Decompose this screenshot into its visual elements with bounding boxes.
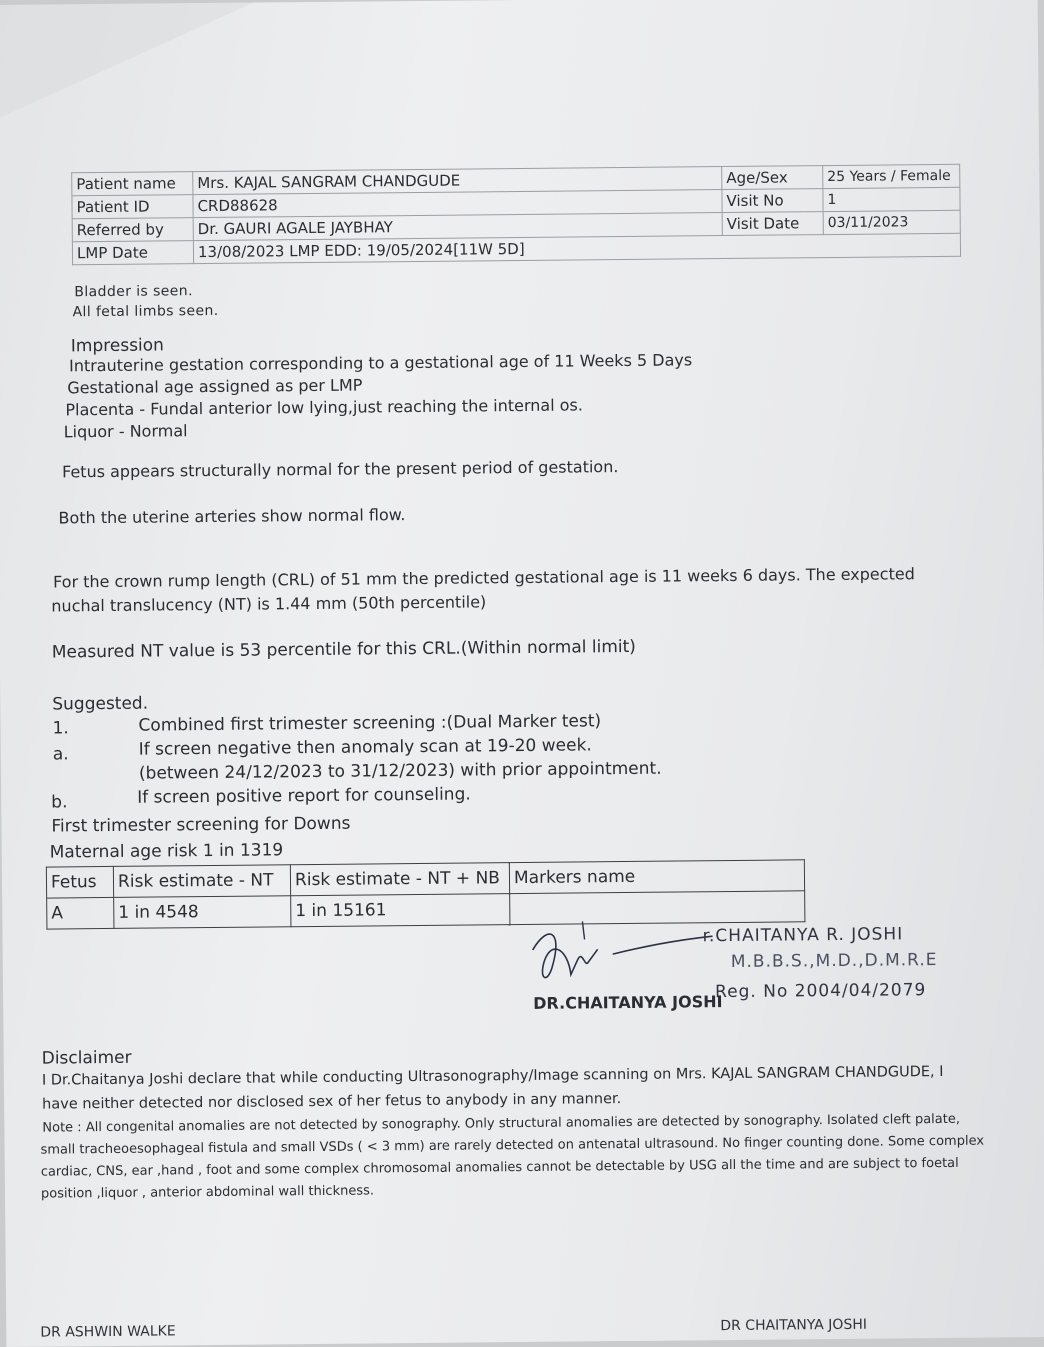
crl-line-1: For the crown rump length (CRL) of 51 mm the predicted gestational age is 11 weeks 6 days. The expected <box>53 564 915 592</box>
suggested-num-1: 1. <box>52 718 69 739</box>
visit-no: 1 <box>823 187 960 211</box>
referred-by-label: Referred by <box>72 218 193 242</box>
structural-statement: Fetus appears structurally normal for the present period of gestation. <box>61 457 619 482</box>
visit-date-label: Visit Date <box>722 212 823 236</box>
screening-title: First trimester screening for Downs <box>51 813 351 837</box>
age-sex-label: Age/Sex <box>722 166 823 190</box>
paper-fold <box>0 3 255 120</box>
maternal-age-risk: Maternal age risk 1 in 1319 <box>49 840 284 863</box>
visit-date: 03/11/2023 <box>823 210 960 234</box>
risk-cell-nt: 1 in 4548 <box>114 896 291 929</box>
lmp-date: 13/08/2023 LMP EDD: 19/05/2024[11W 5D] <box>193 233 960 263</box>
suggested-num-b: b. <box>51 792 68 813</box>
footer-left-doctor: DR ASHWIN WALKE <box>40 1323 176 1341</box>
stamp-degree: M.B.B.S.,M.D.,D.M.R.E <box>730 950 938 973</box>
risk-cell-nt-nb: 1 in 15161 <box>291 894 510 927</box>
impression-line-4: Liquor - Normal <box>63 421 188 442</box>
risk-header-nt: Risk estimate - NT <box>113 865 290 898</box>
risk-header-fetus: Fetus <box>46 866 113 898</box>
footer-right-doctor: DR CHAITANYA JOSHI <box>720 1316 868 1335</box>
risk-header-nt-nb: Risk estimate - NT + NB <box>290 863 509 896</box>
note-line-3: cardiac, CNS, ear ,hand , foot and some complex chromosomal anomalies cannot be detectable by USG all the time and are subject to foetal <box>40 1155 959 1180</box>
patient-name: Mrs. KAJAL SANGRAM CHANDGUDE <box>193 167 722 195</box>
signer-name: DR.CHAITANYA JOSHI <box>533 992 723 1013</box>
suggested-item-a-2: (between 24/12/2023 to 31/12/2023) with prior appointment. <box>138 758 662 784</box>
impression-line-1: Intrauterine gestation corresponding to a gestational age of 11 Weeks 5 Days <box>68 350 693 376</box>
age-sex: 25 Years / Female <box>823 164 960 188</box>
patient-id-label: Patient ID <box>72 195 193 219</box>
suggested-item-b: If screen positive report for counseling. <box>137 784 471 808</box>
disclaimer-line-2: have neither detected nor disclosed sex of her fetus to anybody in any manner. <box>42 1091 622 1113</box>
note-line-1: Note : All congenital anomalies are not detected by sonography. Only structural anomalies are detected by sonography. Isolated cleft palate, <box>42 1111 961 1136</box>
lmp-date-label: LMP Date <box>72 241 193 265</box>
crl-line-2: nuchal translucency (NT) is 1.44 mm (50th percentile) <box>51 592 487 616</box>
handwritten-signature-icon <box>522 918 723 1000</box>
note-line-4: position ,liquor , anterior abdominal wall thickness. <box>40 1183 375 1202</box>
suggested-num-a: a. <box>52 744 69 765</box>
note-line-2: small tracheoesophageal fistula and small VSDs ( < 3 mm) are rarely detected on antenatal ultrasound. No finger counting done. Some complex <box>40 1133 985 1158</box>
impression-heading: Impression <box>70 335 165 357</box>
risk-header-markers: Markers name <box>509 860 804 894</box>
disclaimer-heading: Disclaimer <box>41 1047 132 1069</box>
limbs-finding: All fetal limbs seen. <box>72 302 219 321</box>
suggested-item-a-1: If screen negative then anomaly scan at 19-20 week. <box>138 735 592 760</box>
stamp-name: r.CHAITANYA R. JOSHI <box>702 924 904 947</box>
patient-info-table <box>71 164 961 266</box>
patient-id: CRD88628 <box>193 190 722 218</box>
arteries-statement: Both the uterine arteries show normal flow. <box>58 505 406 528</box>
visit-no-label: Visit No <box>722 189 823 213</box>
impression-line-2: Gestational age assigned as per LMP <box>67 375 363 398</box>
suggested-heading: Suggested. <box>52 693 149 715</box>
impression-line-3: Placenta - Fundal anterior low lying,just reaching the internal os. <box>65 395 583 420</box>
risk-cell-fetus: A <box>47 897 114 929</box>
registration-number: Reg. No 2004/04/2079 <box>714 980 927 1003</box>
suggested-item-1: Combined first trimester screening :(Dual Marker test) <box>138 711 602 736</box>
referred-by: Dr. GAURI AGALE JAYBHAY <box>193 213 722 241</box>
patient-name-label: Patient name <box>72 172 193 196</box>
bladder-finding: Bladder is seen. <box>74 283 193 301</box>
disclaimer-line-1: I Dr.Chaitanya Joshi declare that while conducting Ultrasonography/Image scanning on Mrs. KAJAL SANGRAM CHANDGUDE, I <box>41 1063 944 1089</box>
measured-nt: Measured NT value is 53 percentile for this CRL.(Within normal limit) <box>51 636 636 663</box>
